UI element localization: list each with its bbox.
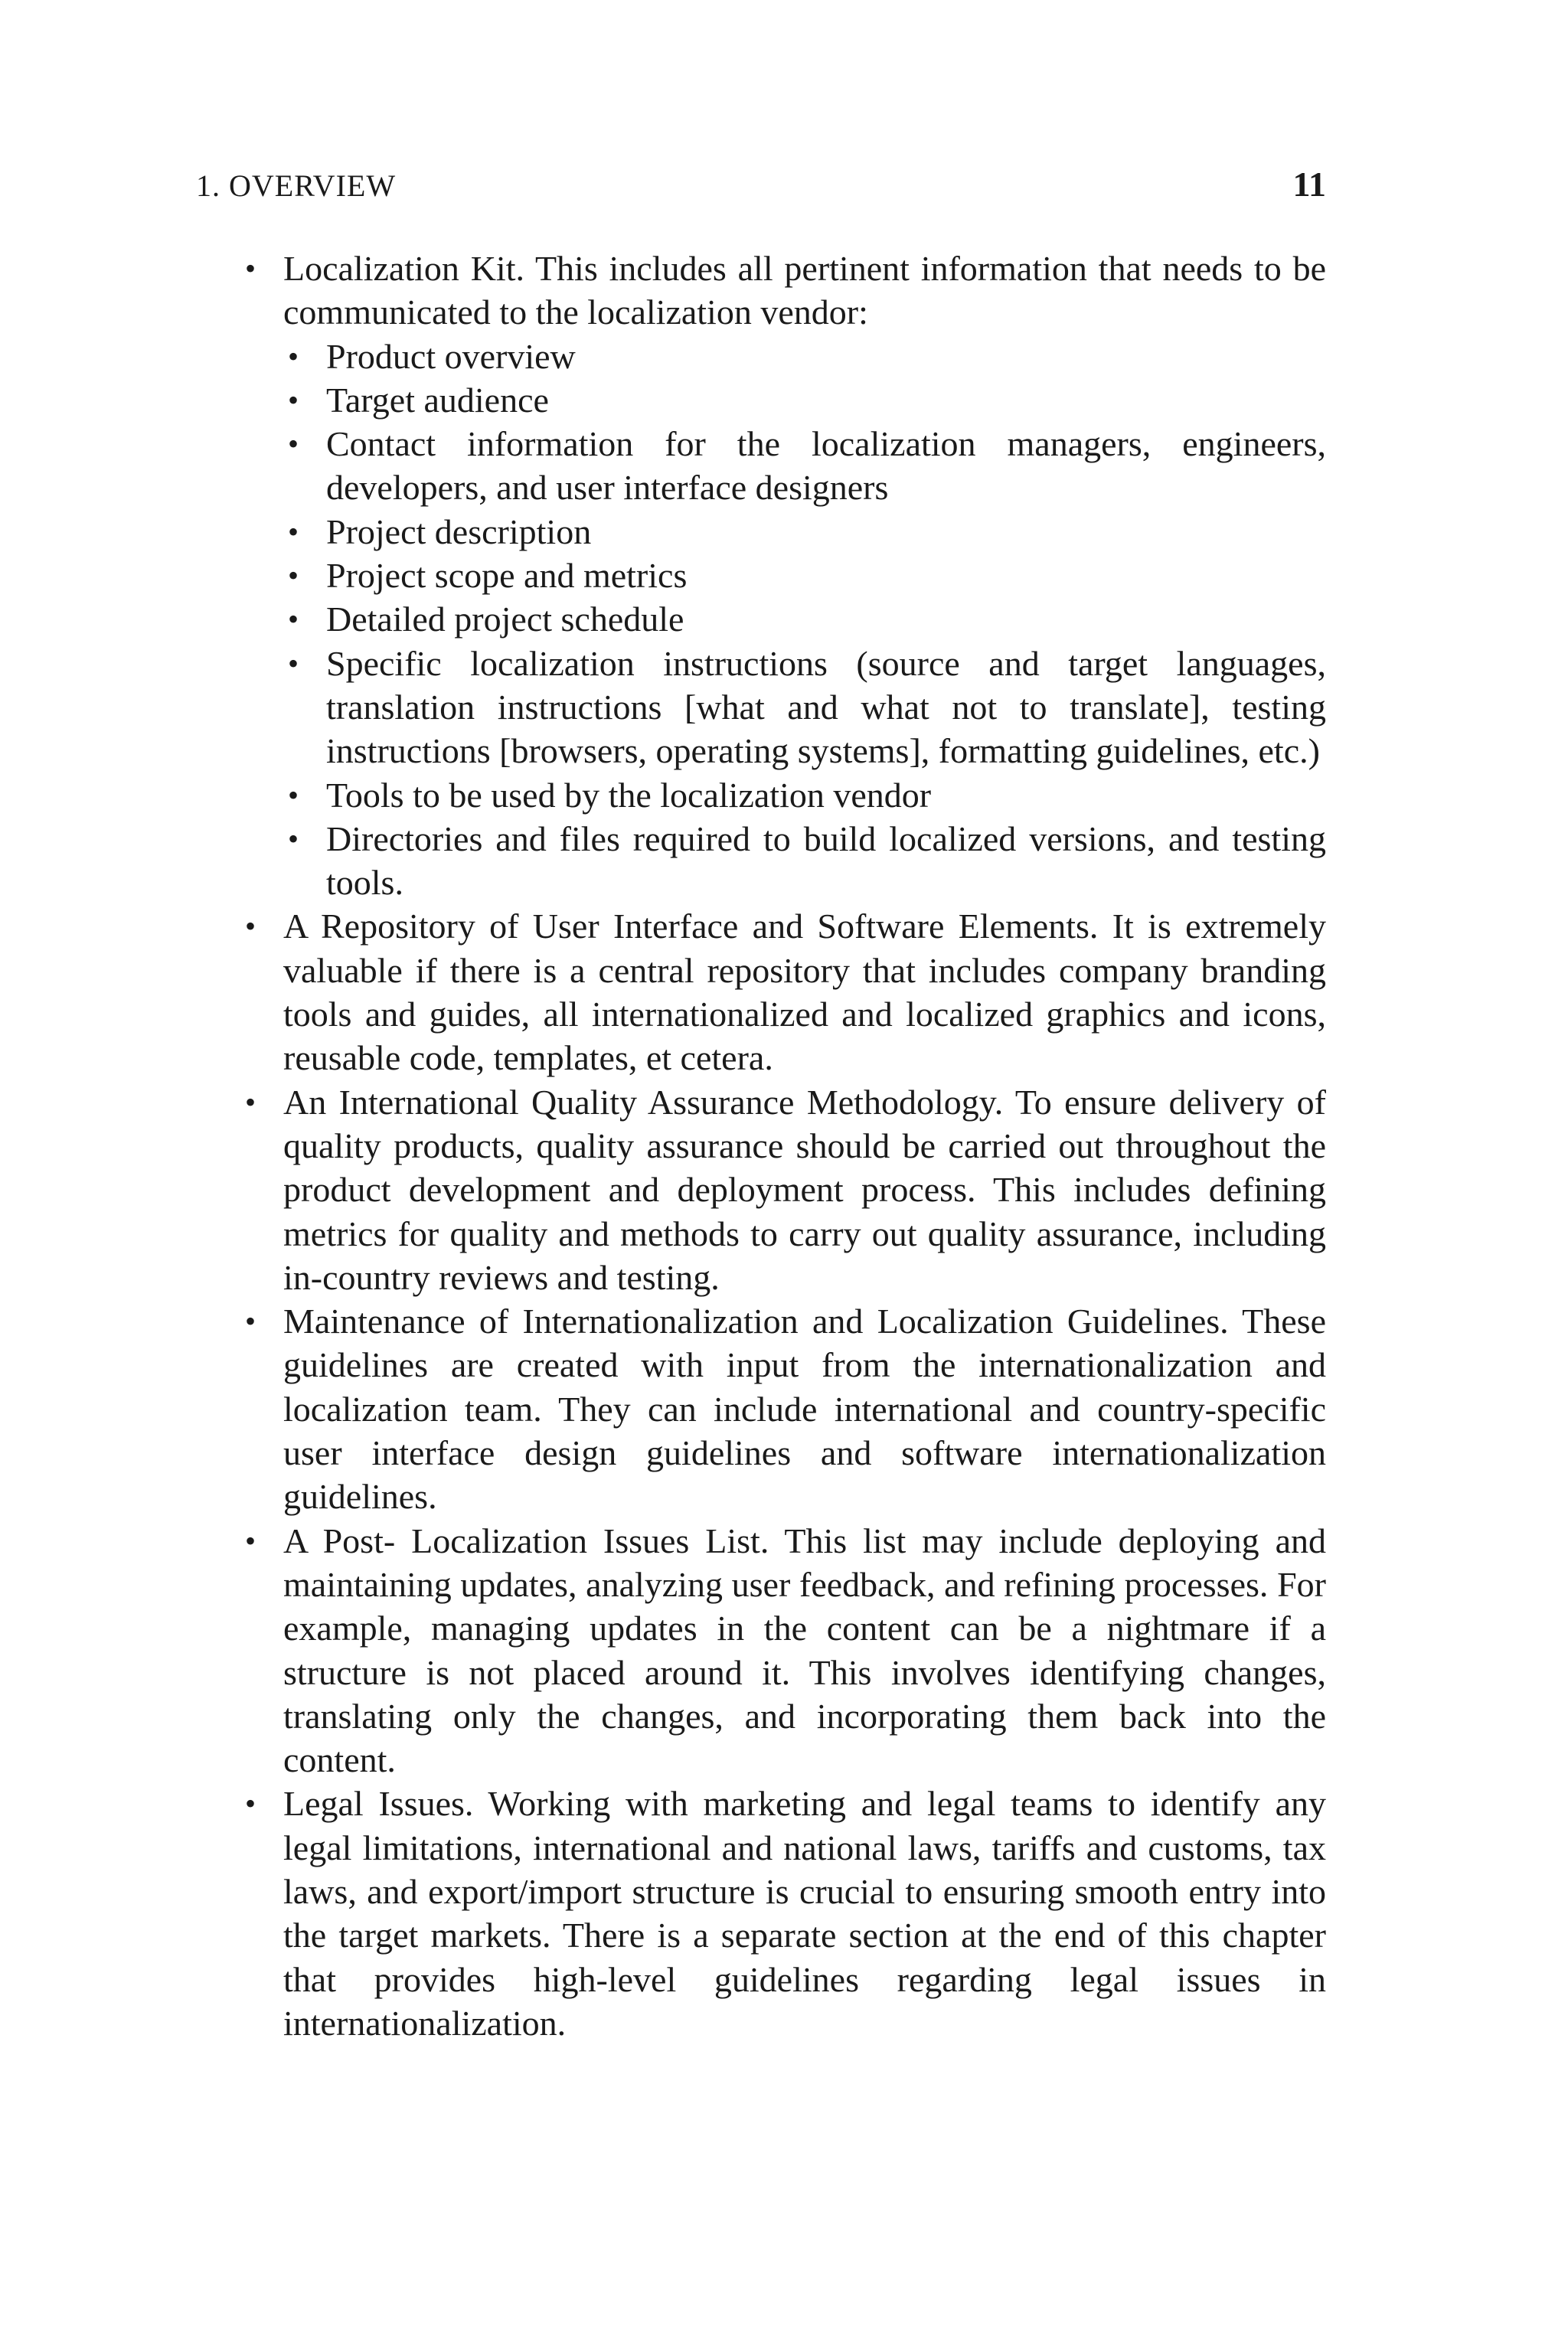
- bullet-icon: •: [288, 602, 299, 637]
- list-item-text: Localization Kit. This includes all pertinent information that needs to be communicated to the localization vendor:: [283, 249, 1326, 332]
- page-number: 11: [1292, 165, 1326, 204]
- bullet-icon: •: [288, 821, 299, 856]
- sub-list-item-text: Project scope and metrics: [326, 556, 688, 596]
- list-item-text: A Repository of User Interface and Software Elements. It is extremely valuable if there is a central repository that includes company branding tools and guides, all internationalized and localized graphics and icons, reusable code, templates, et cetera.: [283, 906, 1326, 1078]
- bullet-icon: •: [245, 1523, 256, 1558]
- sub-list-item-text: Tools to be used by the localization vendor: [326, 775, 932, 815]
- sub-list-item-text: Product overview: [326, 336, 576, 376]
- bullet-icon: •: [288, 426, 299, 462]
- sub-bullet-list: [283, 335, 1326, 905]
- sub-list-item: [283, 642, 1326, 773]
- chapter-label: 1. OVERVIEW: [196, 168, 397, 203]
- bullet-icon: •: [245, 1304, 256, 1339]
- bullet-icon: •: [288, 382, 299, 417]
- bullet-icon: •: [245, 251, 256, 286]
- list-item-legal-issues: [237, 1782, 1326, 2045]
- list-item-guidelines: [237, 1299, 1326, 1518]
- sub-list-item: [283, 510, 1326, 554]
- bullet-icon: •: [245, 909, 256, 944]
- list-item-post-localization: [237, 1519, 1326, 1782]
- sub-list-item: [283, 597, 1326, 641]
- sub-list-item-text: Contact information for the localization managers, engineers, developers, and user interface designers: [326, 424, 1326, 508]
- sub-list-item: [283, 422, 1326, 510]
- sub-list-item-text: Detailed project schedule: [326, 599, 684, 639]
- list-item-text: Legal Issues. Working with marketing and legal teams to identify any legal limitations, international and national laws, tariffs and customs, tax laws, and export/import structure is crucial to ensuring smooth entry into the target markets. There is a separate section at the end of this chapter that provides high-level guidelines regarding legal issues in internationalization.: [283, 1784, 1326, 2043]
- sub-list-item: [283, 378, 1326, 422]
- bullet-icon: •: [288, 645, 299, 681]
- sub-list-item: [283, 817, 1326, 905]
- bullet-icon: •: [288, 777, 299, 812]
- running-head: [196, 164, 1326, 210]
- sub-list-item-text: Target audience: [326, 380, 549, 420]
- sub-list-item-text: Project description: [326, 511, 592, 551]
- sub-list-item-text: Directories and files required to build localized versions, and testing tools.: [326, 818, 1326, 903]
- list-item-text: An International Quality Assurance Methodology. To ensure delivery of quality products, quality assurance should be carried out throughout the product development and deployment process. This includes defining metrics for quality and methods to carry out quality assurance, including in-country reviews and testing.: [283, 1082, 1326, 1297]
- list-item-repository: [237, 904, 1326, 1080]
- bullet-icon: •: [288, 338, 299, 374]
- sub-list-item-text: Specific localization instructions (source and target languages, translation instructions [what and what not to translate], testing instructions [browsers, operating systems], formatting guidelines, etc.): [326, 643, 1326, 771]
- bullet-icon: •: [288, 558, 299, 593]
- sub-list-item: [283, 773, 1326, 817]
- body-text: [237, 247, 1326, 2045]
- bullet-icon: •: [245, 1084, 256, 1119]
- bullet-icon: •: [245, 1786, 256, 1821]
- list-item-text: A Post- Localization Issues List. This list may include deploying and maintaining updates, analyzing user feedback, and refining processes. For example, managing updates in the content can be a nightmare if a structure is not placed around it. This involves identifying changes, translating only the changes, and incorporating them back into the content.: [283, 1521, 1326, 1780]
- sub-list-item: [283, 335, 1326, 378]
- bullet-icon: •: [288, 514, 299, 549]
- list-item-text: Maintenance of Internationalization and Localization Guidelines. These guidelines are created with input from the internationalization and localization team. They can include international and country-specific user interface design guidelines and software internationalization guidelines.: [283, 1302, 1326, 1517]
- list-item-localization-kit: [237, 247, 1326, 904]
- list-item-quality-assurance: [237, 1080, 1326, 1299]
- bullet-list: [237, 247, 1326, 2045]
- sub-list-item: [283, 554, 1326, 597]
